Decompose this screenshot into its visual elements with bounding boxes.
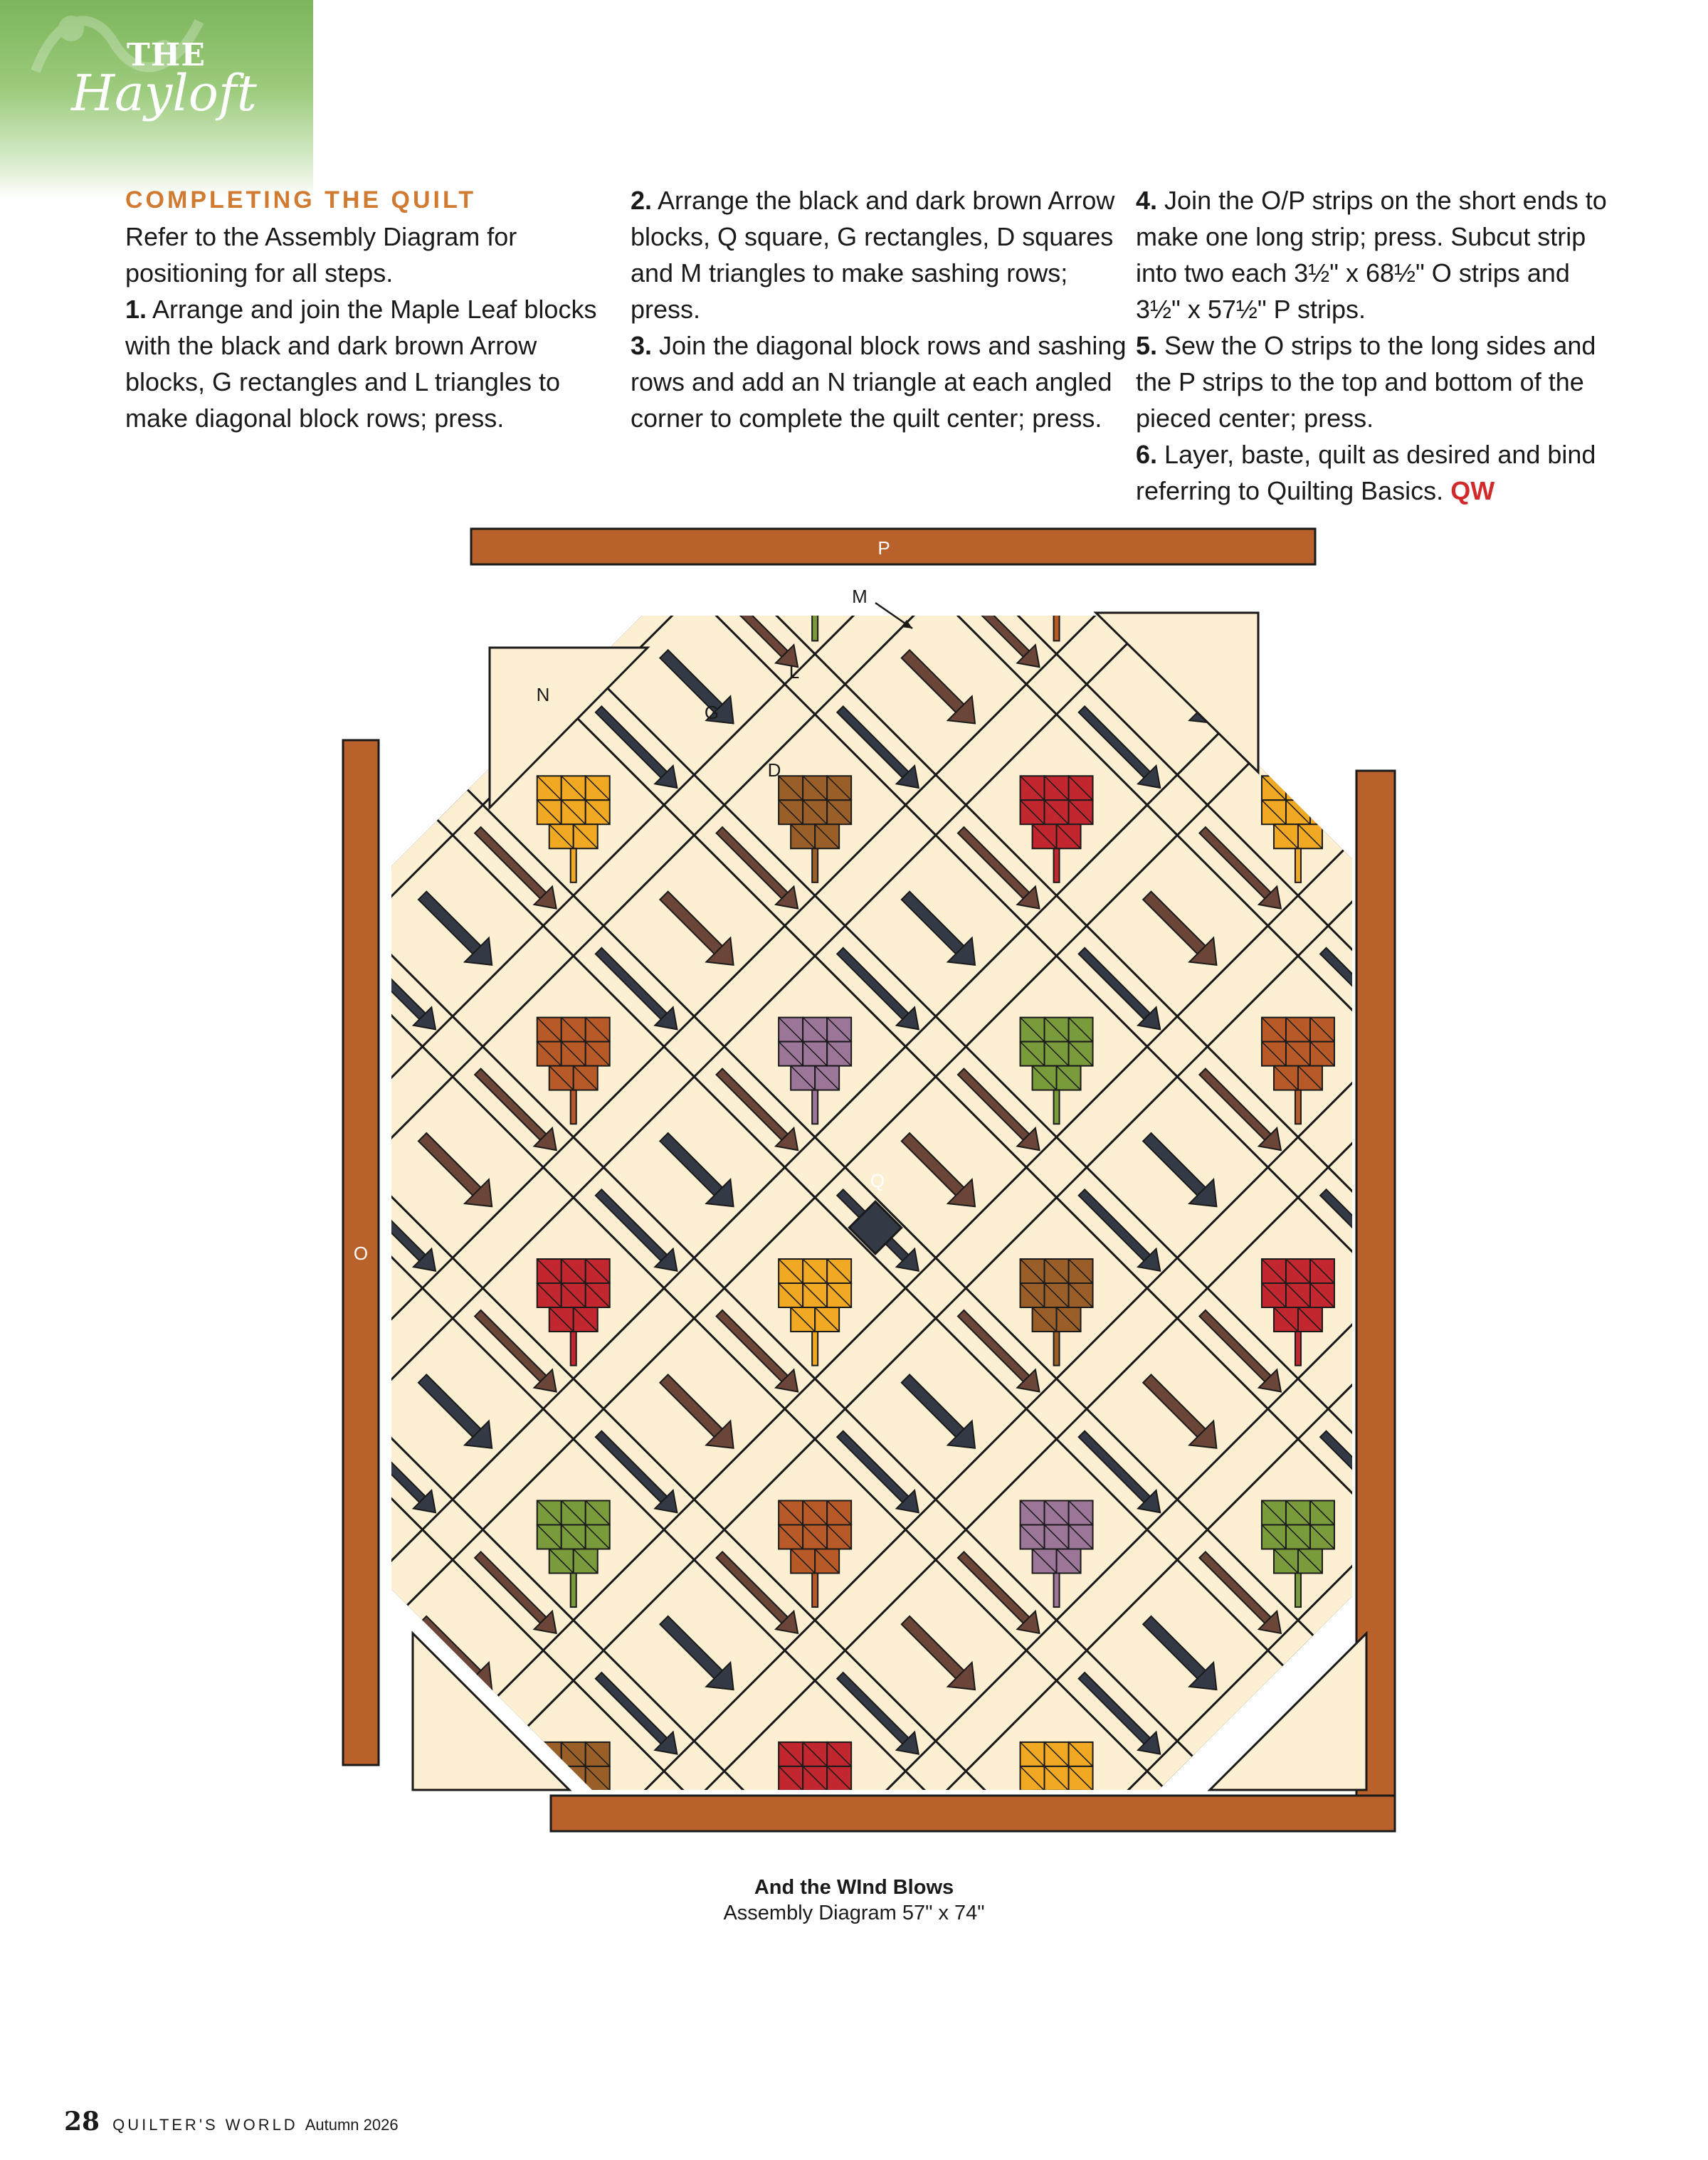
d-square bbox=[1268, 654, 1329, 715]
magazine-name: QUILTER'S WORLD bbox=[112, 2116, 298, 2134]
leaf-stem bbox=[571, 1090, 576, 1124]
leaf-patch bbox=[1310, 776, 1334, 800]
leaf-stem bbox=[1295, 1090, 1301, 1124]
label-m: M bbox=[852, 586, 868, 607]
sashing-arrowhead-icon bbox=[413, 766, 445, 797]
page-footer bbox=[64, 2107, 399, 2142]
label-n: N bbox=[536, 684, 550, 705]
step-number: 4. bbox=[1136, 186, 1158, 215]
hayloft-logo bbox=[0, 0, 313, 199]
leaf-stem bbox=[1054, 1090, 1060, 1124]
label-q: Q bbox=[870, 1170, 885, 1191]
leaf-patch-seam bbox=[1286, 776, 1310, 800]
border-strip-top-overlay bbox=[471, 529, 1315, 564]
step-text: Layer, baste, quilt as desired and bind referring to Quilting Basics. bbox=[1136, 440, 1596, 505]
leaf-stem bbox=[812, 1573, 818, 1607]
border-strip-bottom-overlay bbox=[551, 1796, 1395, 1831]
caption-subtitle: Assembly Diagram 57" x 74" bbox=[723, 1902, 985, 1924]
leaf-patch-seam bbox=[1310, 776, 1334, 800]
leaf-patch bbox=[1286, 776, 1310, 800]
leaf-stem bbox=[812, 1332, 818, 1366]
step-number: 2. bbox=[631, 186, 653, 215]
page-number: 28 bbox=[64, 2107, 100, 2137]
leaf-stem bbox=[571, 848, 576, 883]
intro-text: Refer to the Assembly Diagram for positioning for all steps. bbox=[125, 222, 517, 288]
leaf-stem bbox=[571, 1332, 576, 1366]
step-6 bbox=[1136, 436, 1620, 509]
instruction-column-1 bbox=[125, 182, 602, 436]
diagram-caption bbox=[0, 1875, 1708, 1926]
leaf-stem bbox=[1054, 848, 1060, 883]
step-number: 5. bbox=[1136, 331, 1158, 360]
step-number: 6. bbox=[1136, 440, 1158, 469]
leaf-stem bbox=[1054, 1573, 1060, 1607]
logo-hayloft-text: Hayloft bbox=[71, 64, 257, 122]
label-l: L bbox=[789, 661, 800, 683]
instruction-column-2 bbox=[631, 182, 1129, 436]
step-text: Join the O/P strips on the short ends to make one long strip; press. Subcut strip into two each 3½" x 68½" O strips and 3½" x 57½" P strips. bbox=[1136, 186, 1607, 324]
step-2 bbox=[631, 182, 1129, 327]
step-number: 1. bbox=[125, 295, 147, 324]
instruction-column-3 bbox=[1136, 182, 1620, 509]
step-text: Arrange the black and dark brown Arrow blocks, Q square, G rectangles, D squares and M triangles to make sashing rows; press. bbox=[631, 186, 1115, 324]
label-g: G bbox=[704, 702, 719, 723]
leaf-stem bbox=[1054, 1332, 1060, 1366]
step-3 bbox=[631, 327, 1129, 436]
assembly-diagram bbox=[313, 523, 1423, 1847]
leaf-stem bbox=[1295, 1573, 1301, 1607]
caption-title: And the WInd Blows bbox=[754, 1876, 954, 1899]
step-text: Sew the O strips to the long sides and the P strips to the top and bottom of the pieced center; press. bbox=[1136, 331, 1596, 433]
step-number: 3. bbox=[631, 331, 653, 360]
qw-end-mark: QW bbox=[1450, 476, 1495, 505]
step-1 bbox=[125, 291, 602, 436]
leaf-stem bbox=[812, 1090, 818, 1124]
step-4 bbox=[1136, 182, 1620, 327]
label-o: O bbox=[353, 1243, 369, 1264]
step-5 bbox=[1136, 327, 1620, 436]
instruction-columns bbox=[125, 182, 1606, 517]
leaf-patch bbox=[1310, 800, 1334, 824]
step-text: Join the diagonal block rows and sashing rows and add an N triangle at each angled corner to complete the quilt center; press. bbox=[631, 331, 1127, 433]
leaf-stem bbox=[1295, 848, 1301, 883]
leaf-patch-seam bbox=[1310, 800, 1334, 824]
arrow-block-shaft bbox=[418, 650, 482, 713]
section-title: COMPLETING THE QUILT bbox=[125, 186, 477, 214]
leaf-stem bbox=[1295, 1332, 1301, 1366]
issue-name: Autumn 2026 bbox=[305, 2116, 399, 2134]
step-text: Arrange and join the Maple Leaf blocks with the black and dark brown Arrow blocks, G rectangles and L triangles to make diagonal block rows; press. bbox=[125, 295, 597, 433]
leaf-stem bbox=[571, 1573, 576, 1607]
label-p: P bbox=[877, 537, 890, 559]
leaf-stem bbox=[812, 848, 818, 883]
logo-the-text: THE bbox=[127, 37, 206, 73]
sashing-arrowhead-icon bbox=[1259, 645, 1290, 676]
label-d: D bbox=[767, 759, 781, 781]
